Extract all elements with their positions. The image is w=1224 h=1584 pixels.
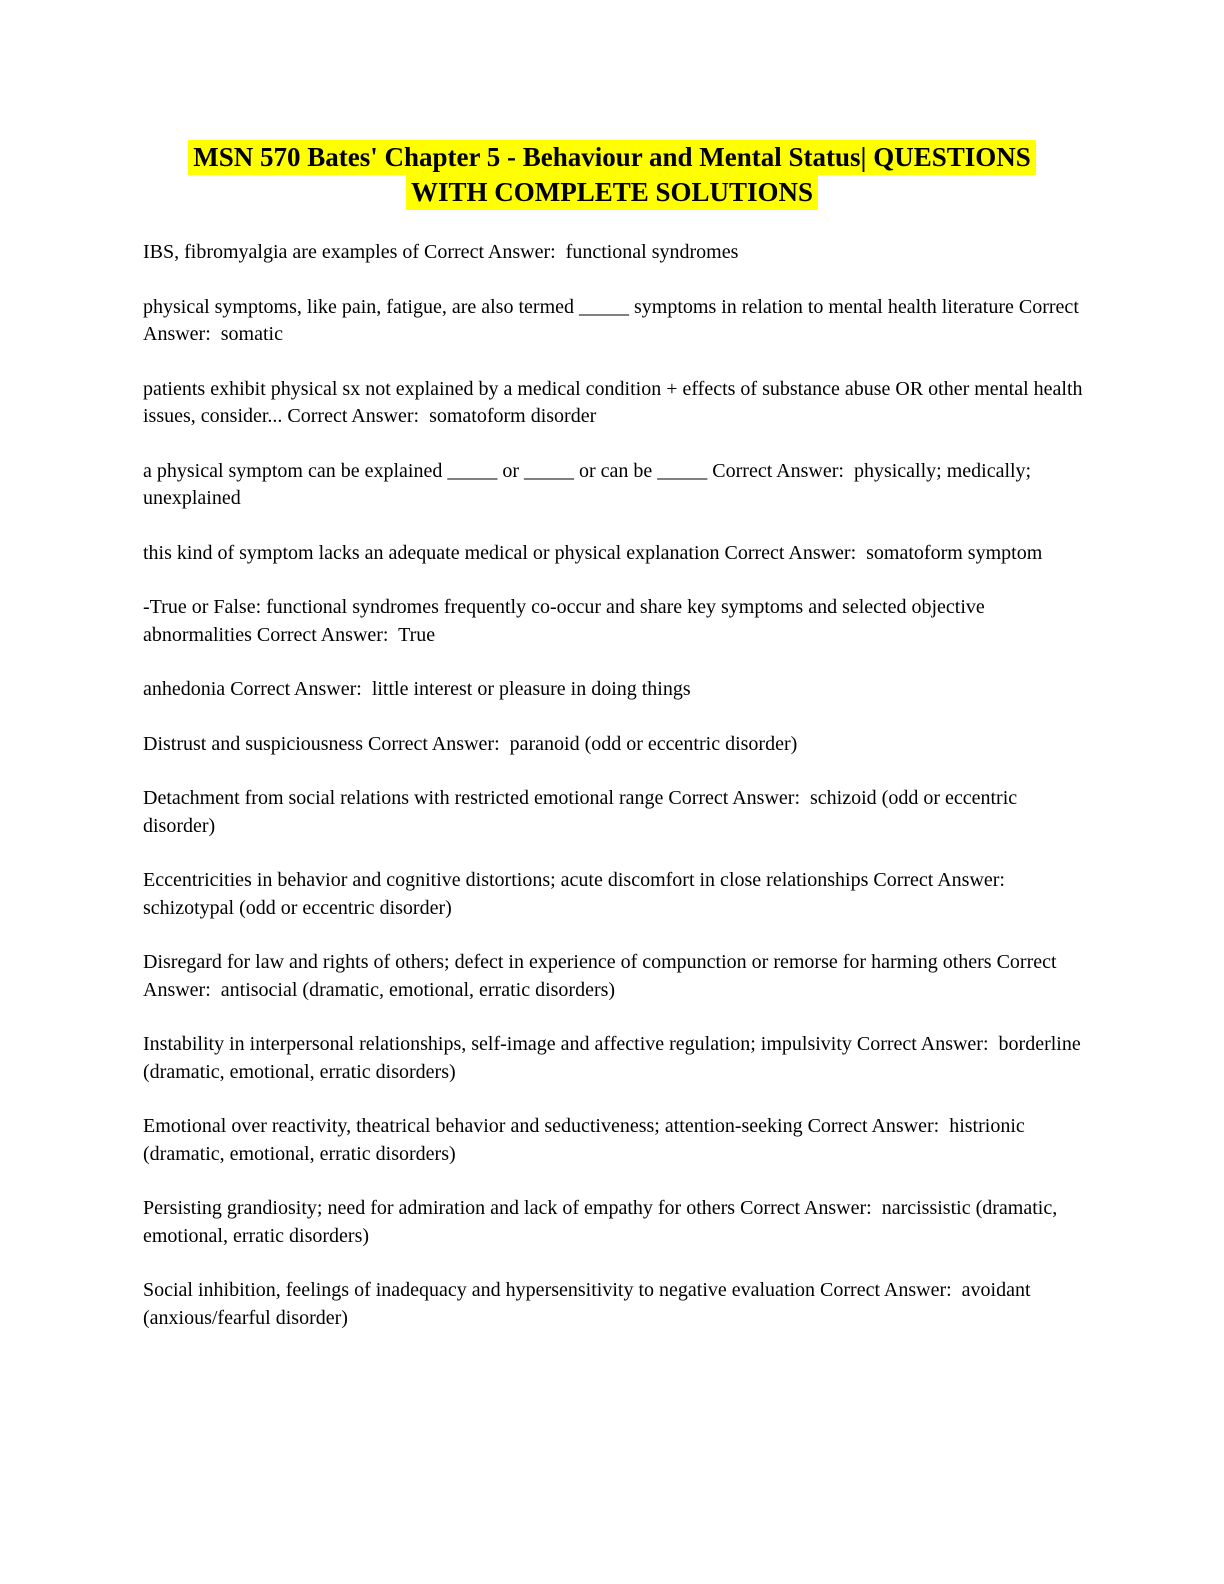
qa-paragraph-2: physical symptoms, like pain, fatigue, are also termed _____ symptoms in relation to mental health literature Correct Answer: somatic xyxy=(143,295,1083,345)
qa-paragraph-11: Disregard for law and rights of others; defect in experience of compunction or remorse for harming others Correct Answer: antisocial (dramatic, emotional, erratic disorders) xyxy=(143,951,1061,1001)
document-body xyxy=(143,239,1093,1332)
qa-paragraph-9: Detachment from social relations with restricted emotional range Correct Answer: schizoid (odd or eccentric disorder) xyxy=(143,787,1023,837)
qa-paragraph-8: Distrust and suspiciousness Correct Answer: paranoid (odd or eccentric disorder) xyxy=(143,732,798,755)
document-title xyxy=(0,0,1224,210)
qa-paragraph-14: Persisting grandiosity; need for admiration and lack of empathy for others Correct Answer: narcissistic (dramatic, emotional, erratic disorders) xyxy=(143,1197,1063,1247)
qa-paragraph-1: IBS, fibromyalgia are examples of Correct Answer: functional syndromes xyxy=(143,241,739,263)
qa-paragraph-10: Eccentricities in behavior and cognitive distortions; acute discomfort in close relationships Correct Answer: schizotypal (odd or eccentric disorder) xyxy=(143,869,1015,919)
title-line-2: WITH COMPLETE SOLUTIONS xyxy=(406,175,818,210)
qa-paragraph-13: Emotional over reactivity, theatrical behavior and seductiveness; attention-seeking Correct Answer: histrionic (dramatic, emotional, erratic disorders) xyxy=(143,1115,1030,1165)
qa-paragraph-3: patients exhibit physical sx not explained by a medical condition + effects of substance abuse OR other mental health issues, consider... Correct Answer: somatoform disorder xyxy=(143,377,1088,427)
qa-paragraph-15: Social inhibition, feelings of inadequacy and hypersensitivity to negative evaluation Correct Answer: avoidant (anxious/fearful disorder) xyxy=(143,1279,1036,1329)
qa-paragraph-4: a physical symptom can be explained _____ or _____ or can be _____ Correct Answer: physically; medically; unexplained xyxy=(143,459,1037,509)
qa-paragraph-5: this kind of symptom lacks an adequate medical or physical explanation Correct Answer: somatoform symptom xyxy=(143,541,1043,564)
qa-paragraph-6: -True or False: functional syndromes frequently co-occur and share key symptoms and selected objective abnormalities Correct Answer: True xyxy=(143,596,990,646)
qa-paragraph-7: anhedonia Correct Answer: little interest or pleasure in doing things xyxy=(143,678,691,700)
title-line-1: MSN 570 Bates' Chapter 5 - Behaviour and Mental Status| QUESTIONS xyxy=(188,140,1036,175)
qa-paragraph-12: Instability in interpersonal relationships, self-image and affective regulation; impulsivity Correct Answer: borderline (dramatic, emotional, erratic disorders) xyxy=(143,1033,1086,1083)
